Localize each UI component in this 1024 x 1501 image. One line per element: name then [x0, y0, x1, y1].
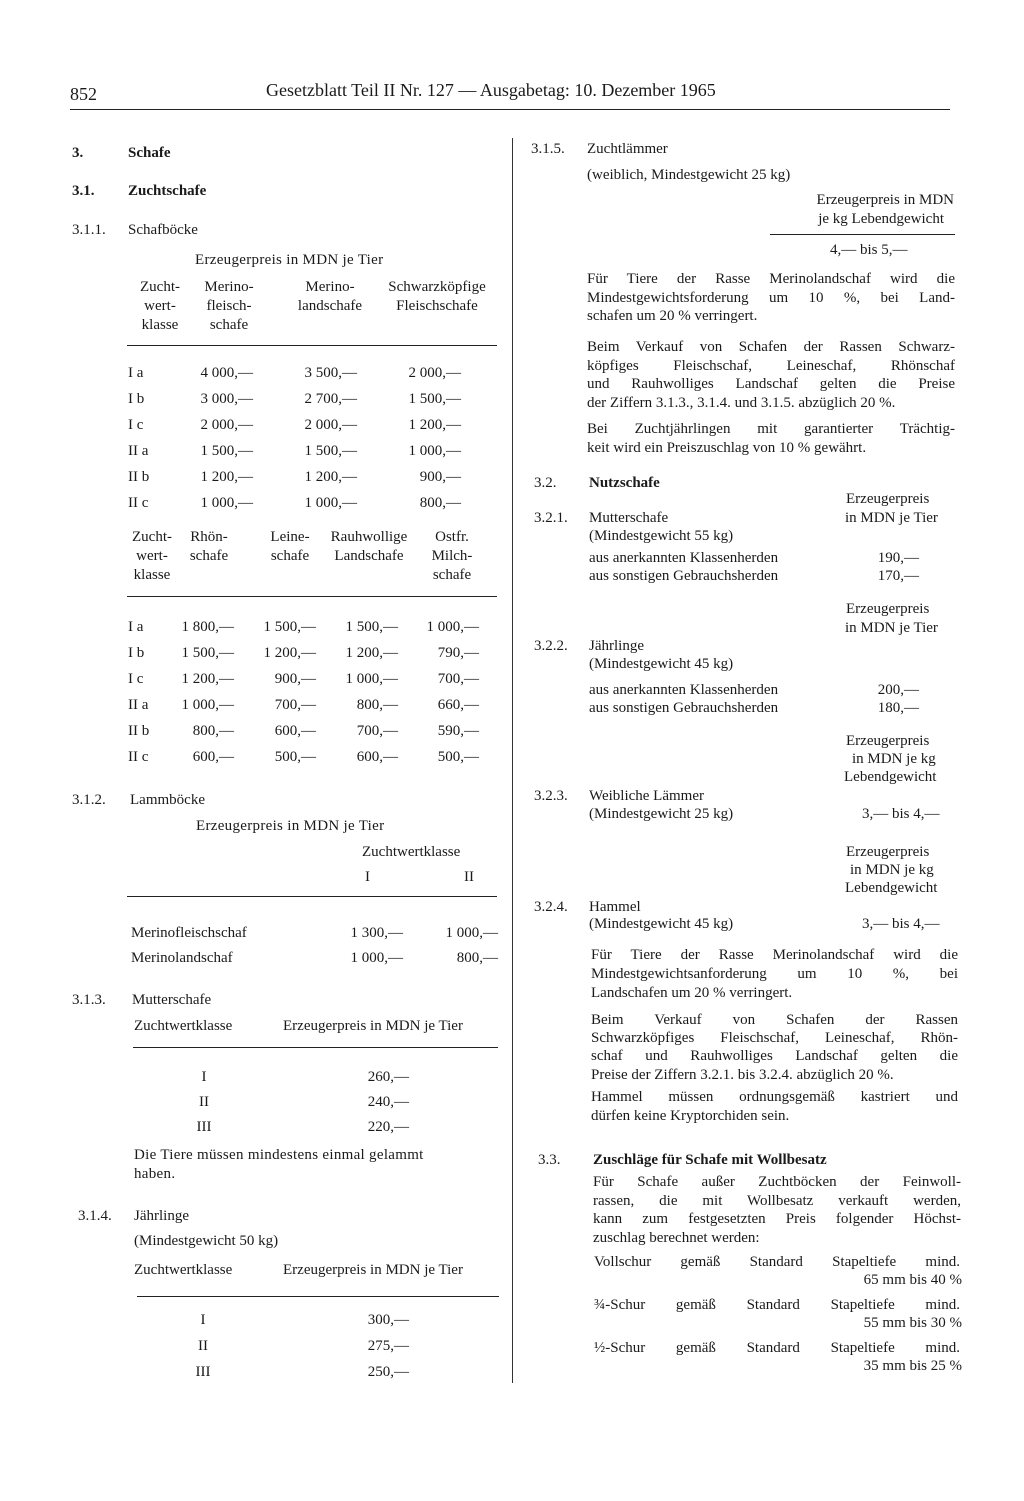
table2-cell-rhoen: 1 000,— — [181, 697, 234, 713]
table1-header-1: Merino- fleisch- schafe — [204, 279, 254, 333]
table2-header-1: Rhön- schafe — [189, 529, 229, 564]
table4-class-cell: III — [196, 1119, 212, 1135]
mutter-herd-label: aus sonstigen Gebrauchsherden — [589, 568, 779, 584]
table2-cell-leine: 600,— — [274, 723, 316, 739]
section-3-2-2-title: Jährlinge — [589, 638, 644, 654]
table5-class-cell: II — [198, 1338, 208, 1354]
table1-header-2: Merino- landschafe — [297, 279, 363, 314]
wollbesatz-p1-line: Für Schafe außer Zuchtböcken der Feinwoll- — [593, 1174, 961, 1190]
section-3-1-2-title: Lammböcke — [130, 792, 205, 808]
zuchtlaemmer-caption-line2: je kg Lebendgewicht — [818, 211, 944, 227]
section-3-2-3-subtitle: (Mindestgewicht 25 kg) — [589, 806, 734, 822]
zuchtlaemmer-price: 4,— bis 5,— — [830, 242, 908, 258]
table1-cell-merinoland: 1 000,— — [304, 495, 357, 511]
table2-class-cell: II a — [128, 697, 149, 713]
zuchtlaemmer-p1-line: Für Tiere der Rasse Merinolandschaf wird die — [587, 271, 955, 287]
mutterschafe-note-line2: haben. — [134, 1166, 176, 1182]
weibl-laemmer-caption-3: Lebendgewicht — [844, 769, 937, 785]
section-3-2-1-subtitle: (Mindestgewicht 55 kg) — [589, 528, 734, 544]
zuchtlaemmer-p2-line: und Rauhwolliges Landschaf gelten die Preise — [587, 376, 955, 392]
section-3-1-4-subtitle: (Mindestgewicht 50 kg) — [134, 1233, 279, 1249]
table1-class-cell: I b — [128, 391, 145, 407]
weibl-laemmer-caption-2: in MDN je kg — [852, 751, 936, 767]
table1-header-0: Zucht- wert- klasse — [140, 279, 180, 333]
table3-cell-II: 800,— — [456, 950, 498, 966]
section-3-3-number: 3.3. — [538, 1152, 561, 1168]
section-3-2-4-number: 3.2.4. — [534, 899, 568, 915]
table2-cell-rauhwollig: 800,— — [356, 697, 398, 713]
section-3-1-5-subtitle: (weiblich, Mindestgewicht 25 kg) — [587, 167, 791, 183]
table3-caption: Erzeugerpreis in MDN je Tier — [196, 818, 385, 834]
section-3-title: Schafe — [128, 145, 171, 161]
table2-class-cell: I a — [128, 619, 144, 635]
table1-class-cell: I c — [128, 417, 144, 433]
table4-price-cell: 260,— — [367, 1069, 409, 1085]
table1-cell-merinoland: 1 500,— — [304, 443, 357, 459]
wollbesatz-item-desc: Vollschur gemäß Standard Stapeltiefe mind. — [594, 1254, 960, 1270]
section-3-2-title: Nutzschafe — [589, 475, 660, 491]
table2-cell-ostfr: 590,— — [437, 723, 479, 739]
table2-cell-rauhwollig: 1 000,— — [345, 671, 398, 687]
hammel-p3-line: Hammel müssen ordnungsgemäß kastriert und — [591, 1089, 958, 1105]
table2-cell-ostfr: 660,— — [437, 697, 479, 713]
table3-cell-I: 1 000,— — [350, 950, 403, 966]
table1-caption: Erzeugerpreis in MDN je Tier — [195, 252, 384, 268]
column-divider — [512, 138, 513, 1383]
table2-cell-rhoen: 1 800,— — [181, 619, 234, 635]
table5-price-cell: 300,— — [367, 1312, 409, 1328]
zuchtlaemmer-p3-line: keit wird ein Preiszuschlag von 10 % gewährt. — [587, 439, 867, 456]
table4-header-class: Zuchtwertklasse — [134, 1018, 233, 1034]
table3-subcaption: Zuchtwertklasse — [362, 844, 461, 860]
zuchtlaemmer-p1-line: schafen um 20 % verringert. — [587, 308, 758, 324]
jaehr-herd-price: 200,— — [877, 682, 919, 698]
mutter-herd-label: aus anerkannten Klassenherden — [589, 550, 779, 566]
table2-header-4: Ostfr. Milch- schafe — [431, 529, 473, 583]
table2-cell-rauhwollig: 600,— — [356, 749, 398, 765]
zuchtlaemmer-p2-line: der Ziffern 3.1.3., 3.1.4. und 3.1.5. abzüglich 20 %. — [587, 394, 896, 411]
table4-class-cell: II — [199, 1094, 209, 1110]
table1-cell-schwarzkopf: 1 200,— — [408, 417, 461, 433]
hammel-p2-line: Schwarzköpfiges Fleischschaf, Leineschaf, Rhön- — [591, 1030, 958, 1047]
table2-cell-rauhwollig: 700,— — [356, 723, 398, 739]
hammel-p1-line: Für Tiere der Rasse Merinolandschaf wird die — [591, 947, 958, 963]
table2-class-cell: II b — [128, 723, 150, 739]
table5-rule — [137, 1296, 499, 1297]
table2-cell-ostfr: 500,— — [437, 749, 479, 765]
table2-header-2: Leine- schafe — [270, 529, 310, 564]
table2-cell-rhoen: 800,— — [192, 723, 234, 739]
table1-class-cell: I a — [128, 365, 144, 381]
jaehr-herd-label: aus anerkannten Klassenherden — [589, 682, 779, 698]
wollbesatz-p1-line: zuschlag berechnet werden: — [593, 1229, 760, 1246]
section-3-1-3-number: 3.1.3. — [72, 992, 106, 1008]
section-3-2-2-number: 3.2.2. — [534, 638, 568, 654]
wollbesatz-item-value: 55 mm bis 30 % — [863, 1315, 962, 1331]
wollbesatz-p1-line: kann zum festgesetzten Preis folgender Höchst- — [593, 1211, 961, 1227]
table3-col-II: II — [464, 869, 474, 885]
table2-cell-rhoen: 600,— — [192, 749, 234, 765]
zuchtlaemmer-p3-line: Bei Zuchtjährlingen mit garantierter Trächtig- — [587, 421, 955, 437]
table2-cell-leine: 700,— — [274, 697, 316, 713]
table2-cell-rauhwollig: 1 200,— — [345, 645, 398, 661]
section-3-1-1-number: 3.1.1. — [72, 222, 106, 238]
table1-cell-schwarzkopf: 900,— — [419, 469, 461, 485]
table2-cell-leine: 1 500,— — [263, 619, 316, 635]
table1-cell-merinofleisch: 1 000,— — [200, 495, 253, 511]
section-3-1-number: 3.1. — [72, 183, 95, 199]
table4-price-cell: 220,— — [367, 1119, 409, 1135]
table3-cell-I: 1 300,— — [350, 925, 403, 941]
wollbesatz-item-desc: ½-Schur gemäß Standard Stapeltiefe mind. — [594, 1340, 960, 1356]
weibl-laemmer-price: 3,— bis 4,— — [862, 806, 940, 822]
table1-cell-merinoland: 2 700,— — [304, 391, 357, 407]
table3-breed-cell: Merinolandschaf — [131, 950, 233, 966]
table2-class-cell: II c — [128, 749, 149, 765]
table4-rule — [133, 1047, 498, 1048]
table5-price-cell: 250,— — [367, 1364, 409, 1380]
table2-cell-rauhwollig: 1 500,— — [345, 619, 398, 635]
nutzschafe-jaehr-caption-2: in MDN je Tier — [845, 620, 938, 636]
table1-cell-merinofleisch: 3 000,— — [200, 391, 253, 407]
hammel-caption-2: in MDN je kg — [850, 862, 934, 878]
header-rule — [70, 109, 950, 110]
table2-cell-leine: 900,— — [274, 671, 316, 687]
section-3-1-4-title: Jährlinge — [134, 1208, 189, 1224]
mutter-herd-price: 190,— — [877, 550, 919, 566]
table1-header-3: Schwarzköpfige Fleischschafe — [388, 279, 486, 314]
table1-cell-merinofleisch: 1 500,— — [200, 443, 253, 459]
table4-header-price: Erzeugerpreis in MDN je Tier — [283, 1018, 463, 1034]
hammel-p2-line: Beim Verkauf von Schafen der Rassen — [591, 1012, 958, 1028]
wollbesatz-item-value: 35 mm bis 25 % — [863, 1358, 962, 1374]
table2-class-cell: I b — [128, 645, 145, 661]
section-3-1-5-title: Zuchtlämmer — [587, 141, 668, 157]
section-3-2-4-subtitle: (Mindestgewicht 45 kg) — [589, 916, 734, 932]
hammel-p1-line: Landschafen um 20 % verringert. — [591, 985, 793, 1001]
mutterschafe-note-line1: Die Tiere müssen mindestens einmal gelammt — [134, 1147, 424, 1163]
table2-cell-ostfr: 700,— — [437, 671, 479, 687]
table1-class-cell: II b — [128, 469, 150, 485]
hammel-p2-line: schaf und Rauhwolliges Landschaf gelten die — [591, 1048, 958, 1065]
section-3-1-5-number: 3.1.5. — [531, 141, 565, 157]
hammel-p2-line: Preise der Ziffern 3.2.1. bis 3.2.4. abzüglich 20 %. — [591, 1066, 894, 1083]
table1-class-cell: II a — [128, 443, 149, 459]
mutter-herd-price: 170,— — [877, 568, 919, 584]
jaehr-herd-price: 180,— — [877, 700, 919, 716]
table1-cell-schwarzkopf: 2 000,— — [408, 365, 461, 381]
wollbesatz-item-value: 65 mm bis 40 % — [863, 1272, 962, 1288]
table2-cell-ostfr: 790,— — [437, 645, 479, 661]
table5-class-cell: I — [200, 1312, 206, 1328]
table5-class-cell: III — [195, 1364, 211, 1380]
table1-cell-merinoland: 3 500,— — [304, 365, 357, 381]
table2-header-0: Zucht- wert- klasse — [132, 529, 172, 583]
section-3-2-number: 3.2. — [534, 475, 557, 491]
section-3-2-3-number: 3.2.3. — [534, 788, 568, 804]
table5-price-cell: 275,— — [367, 1338, 409, 1354]
table2-cell-rhoen: 1 500,— — [181, 645, 234, 661]
table2-rule — [127, 596, 497, 597]
table1-cell-merinoland: 2 000,— — [304, 417, 357, 433]
section-3-number: 3. — [72, 145, 84, 161]
table3-cell-II: 1 000,— — [445, 925, 498, 941]
table1-class-cell: II c — [128, 495, 149, 511]
table2-cell-ostfr: 1 000,— — [426, 619, 479, 635]
table3-rule — [127, 896, 497, 897]
section-3-1-4-number: 3.1.4. — [78, 1208, 112, 1224]
table2-header-3: Rauhwollige Landschafe — [330, 529, 408, 564]
nutzschafe-mutter-caption-2: in MDN je Tier — [845, 510, 938, 526]
table3-breed-cell: Merinofleischschaf — [131, 925, 247, 941]
table2-cell-leine: 500,— — [274, 749, 316, 765]
wollbesatz-p1-line: rassen, die mit Wollbesatz verkauft werden, — [593, 1192, 961, 1209]
nutzschafe-mutter-caption-1: Erzeugerpreis — [846, 491, 930, 507]
table1-cell-schwarzkopf: 1 000,— — [408, 443, 461, 459]
hammel-caption-3: Lebendgewicht — [845, 880, 938, 896]
table2-class-cell: I c — [128, 671, 144, 687]
section-3-2-1-number: 3.2.1. — [534, 510, 568, 526]
table1-cell-merinofleisch: 4 000,— — [200, 365, 253, 381]
wollbesatz-item-desc: ¾-Schur gemäß Standard Stapeltiefe mind. — [594, 1297, 960, 1313]
zuchtlaemmer-p1-line: Mindestgewichtsforderung um 10 %, bei Land- — [587, 289, 955, 306]
table4-price-cell: 240,— — [367, 1094, 409, 1110]
jaehr-herd-label: aus sonstigen Gebrauchsherden — [589, 700, 779, 716]
table1-cell-merinoland: 1 200,— — [304, 469, 357, 485]
section-3-1-1-title: Schafböcke — [128, 222, 198, 238]
table1-cell-merinofleisch: 1 200,— — [200, 469, 253, 485]
hammel-p1-line: Mindestgewichtsanforderung um 10 %, bei — [591, 966, 958, 982]
table5-header-class: Zuchtwertklasse — [134, 1262, 233, 1278]
section-3-2-3-title: Weibliche Lämmer — [589, 788, 704, 804]
table3-col-I: I — [365, 869, 370, 885]
page-number: 852 — [70, 84, 97, 104]
table1-cell-merinofleisch: 2 000,— — [200, 417, 253, 433]
page-header-title: Gesetzblatt Teil II Nr. 127 — Ausgabetag: 10. Dezember 1965 — [266, 80, 716, 100]
section-3-1-3-title: Mutterschafe — [132, 992, 212, 1008]
table1-cell-schwarzkopf: 800,— — [419, 495, 461, 511]
zuchtlaemmer-p2-line: köpfiges Fleischschaf, Leineschaf, Rhönschaf — [587, 357, 955, 374]
zuchtlaemmer-p2-line: Beim Verkauf von Schafen der Rassen Schwarz- — [587, 339, 955, 355]
hammel-price: 3,— bis 4,— — [862, 916, 940, 932]
table1-rule — [127, 345, 497, 346]
section-3-1-title: Zuchtschafe — [128, 183, 207, 199]
table4-class-cell: I — [201, 1069, 207, 1085]
table2-cell-leine: 1 200,— — [263, 645, 316, 661]
section-3-2-2-subtitle: (Mindestgewicht 45 kg) — [589, 656, 734, 672]
zuchtlaemmer-rule — [770, 234, 955, 235]
table1-cell-schwarzkopf: 1 500,— — [408, 391, 461, 407]
weibl-laemmer-caption-1: Erzeugerpreis — [846, 733, 930, 749]
zuchtlaemmer-caption-line1: Erzeugerpreis in MDN — [816, 192, 954, 208]
section-3-1-2-number: 3.1.2. — [72, 792, 106, 808]
nutzschafe-jaehr-caption-1: Erzeugerpreis — [846, 601, 930, 617]
section-3-2-4-title: Hammel — [589, 899, 641, 915]
section-3-2-1-title: Mutterschafe — [589, 510, 669, 526]
hammel-caption-1: Erzeugerpreis — [846, 844, 930, 860]
section-3-3-title: Zuschläge für Schafe mit Wollbesatz — [593, 1152, 827, 1168]
hammel-p3-line: dürfen keine Kryptorchiden sein. — [591, 1107, 790, 1124]
table2-cell-rhoen: 1 200,— — [181, 671, 234, 687]
table5-header-price: Erzeugerpreis in MDN je Tier — [283, 1262, 463, 1278]
